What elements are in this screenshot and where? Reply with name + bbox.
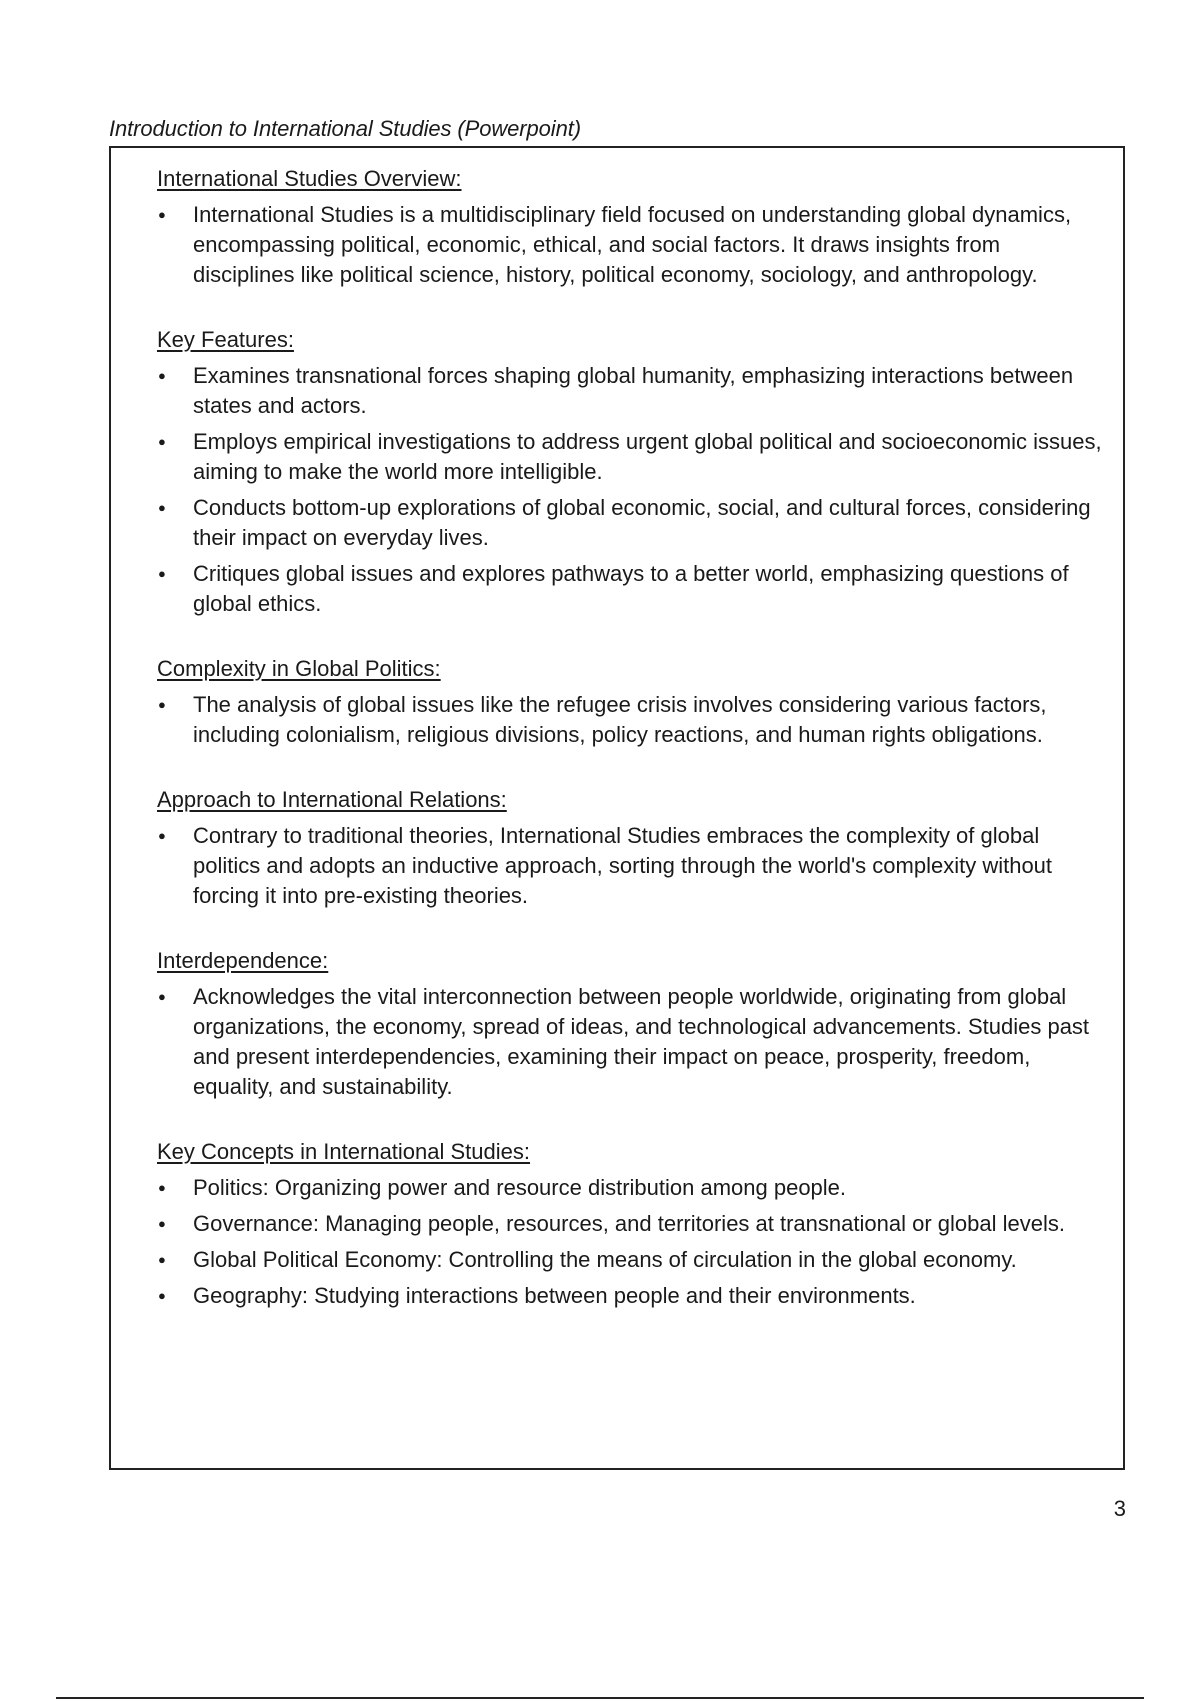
bullet-list <box>157 690 1105 750</box>
section-key-features <box>157 325 1105 619</box>
notes-box <box>109 146 1125 1470</box>
bullet-list <box>157 200 1105 290</box>
bullet-item: ● Critiques global issues and explores pathways to a better world, emphasizing questions of global ethics. <box>157 559 1105 619</box>
section-complexity <box>157 654 1105 750</box>
footer-divider <box>56 1697 1144 1699</box>
section-approach <box>157 785 1105 911</box>
page-number: 3 <box>1113 1496 1126 1521</box>
bullet-item: ● Contrary to traditional theories, International Studies embraces the complexity of global politics and adopts an inductive approach, sorting through the world's complexity without forcing it into pre-existing theories. <box>157 821 1105 911</box>
bullet-list <box>157 982 1105 1102</box>
bullet-item: ● Examines transnational forces shaping global humanity, emphasizing interactions between states and actors. <box>157 361 1105 421</box>
bullet-item: ● Governance: Managing people, resources, and territories at transnational or global levels. <box>157 1209 1105 1239</box>
section-heading: Approach to International Relations: <box>157 787 507 812</box>
bullet-item: ● Acknowledges the vital interconnection between people worldwide, originating from global organizations, the economy, spread of ideas, and technological advancements. Studies past and present interdependencies, examining their impact on peace, prosperity, freedom, equality, and sustainability. <box>157 982 1105 1102</box>
bullet-list <box>157 821 1105 911</box>
bullet-list <box>157 361 1105 619</box>
section-overview <box>157 164 1105 290</box>
bullet-item: ● Global Political Economy: Controlling the means of circulation in the global economy. <box>157 1245 1105 1275</box>
bullet-list <box>157 1173 1105 1311</box>
section-interdependence <box>157 946 1105 1102</box>
bullet-item: ● Employs empirical investigations to address urgent global political and socioeconomic issues, aiming to make the world more intelligible. <box>157 427 1105 487</box>
bullet-item: ● The analysis of global issues like the refugee crisis involves considering various factors, including colonialism, religious divisions, policy reactions, and human rights obligations. <box>157 690 1105 750</box>
section-heading: Key Features: <box>157 327 294 352</box>
bullet-item: ● International Studies is a multidisciplinary field focused on understanding global dynamics, encompassing political, economic, ethical, and social factors. It draws insights from disciplines like political science, history, political economy, sociology, and anthropology. <box>157 200 1105 290</box>
section-heading: International Studies Overview: <box>157 166 462 191</box>
bullet-item: ● Conducts bottom-up explorations of global economic, social, and cultural forces, considering their impact on everyday lives. <box>157 493 1105 553</box>
section-heading: Interdependence: <box>157 948 329 973</box>
section-heading: Complexity in Global Politics: <box>157 656 441 681</box>
document-title: Introduction to International Studies (Powerpoint) <box>109 116 581 141</box>
bullet-item: ● Politics: Organizing power and resource distribution among people. <box>157 1173 1105 1203</box>
bullet-item: ● Geography: Studying interactions between people and their environments. <box>157 1281 1105 1311</box>
section-heading: Key Concepts in International Studies: <box>157 1139 531 1164</box>
section-key-concepts <box>157 1137 1105 1311</box>
